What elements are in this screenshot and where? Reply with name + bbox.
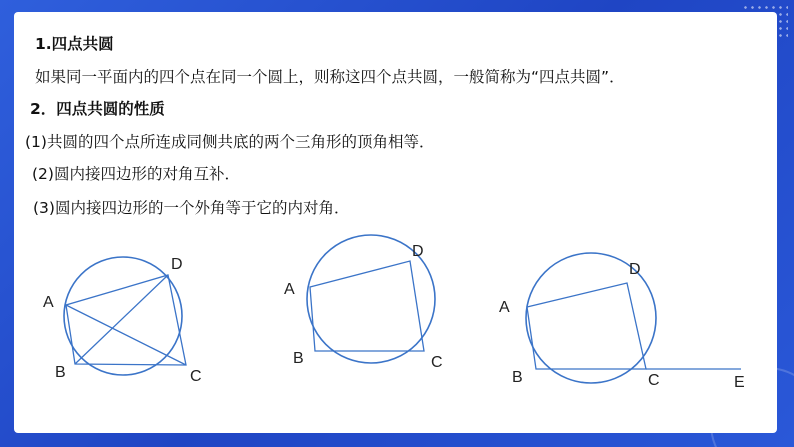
- figure-3-label-e: E: [734, 374, 745, 391]
- property-2: (2)圆内接四边形的对角互补．: [32, 165, 240, 183]
- property-1: (1)共圆的四个点所连成同侧共底的两个三角形的顶角相等．: [25, 133, 435, 151]
- definition-text: 如果同一平面内的四个点在同一个圆上，则称这四个点共圆，一般简称为“四点共圆”．: [35, 68, 625, 86]
- figure-1-label-a: A: [43, 294, 54, 311]
- figure-2: [284, 235, 443, 371]
- figure-1-label-d: D: [171, 256, 183, 273]
- figure-3-label-d: D: [629, 261, 641, 278]
- property-3: (3)圆内接四边形的一个外角等于它的内对角．: [33, 199, 350, 217]
- figure-2-label-d: D: [412, 243, 424, 260]
- figure-2-label-c: C: [431, 354, 443, 371]
- figure-1-label-b: B: [55, 364, 66, 381]
- figure-3-label-c: C: [648, 372, 660, 389]
- figure-3: [499, 253, 745, 391]
- figure-2-quadrilateral: [310, 261, 424, 351]
- figure-3-label-b: B: [512, 369, 523, 386]
- heading-four-points-concyclic: 1.四点共圆: [35, 35, 114, 53]
- heading-properties: 2．四点共圆的性质: [30, 100, 165, 118]
- figure-3-quadrilateral: [527, 283, 646, 369]
- figure-1: [43, 256, 202, 385]
- figure-2-label-a: A: [284, 281, 295, 298]
- figure-3-label-a: A: [499, 299, 510, 316]
- figure-1-label-c: C: [190, 368, 202, 385]
- figure-1-quadrilateral: [66, 275, 186, 365]
- figure-2-label-b: B: [293, 350, 304, 367]
